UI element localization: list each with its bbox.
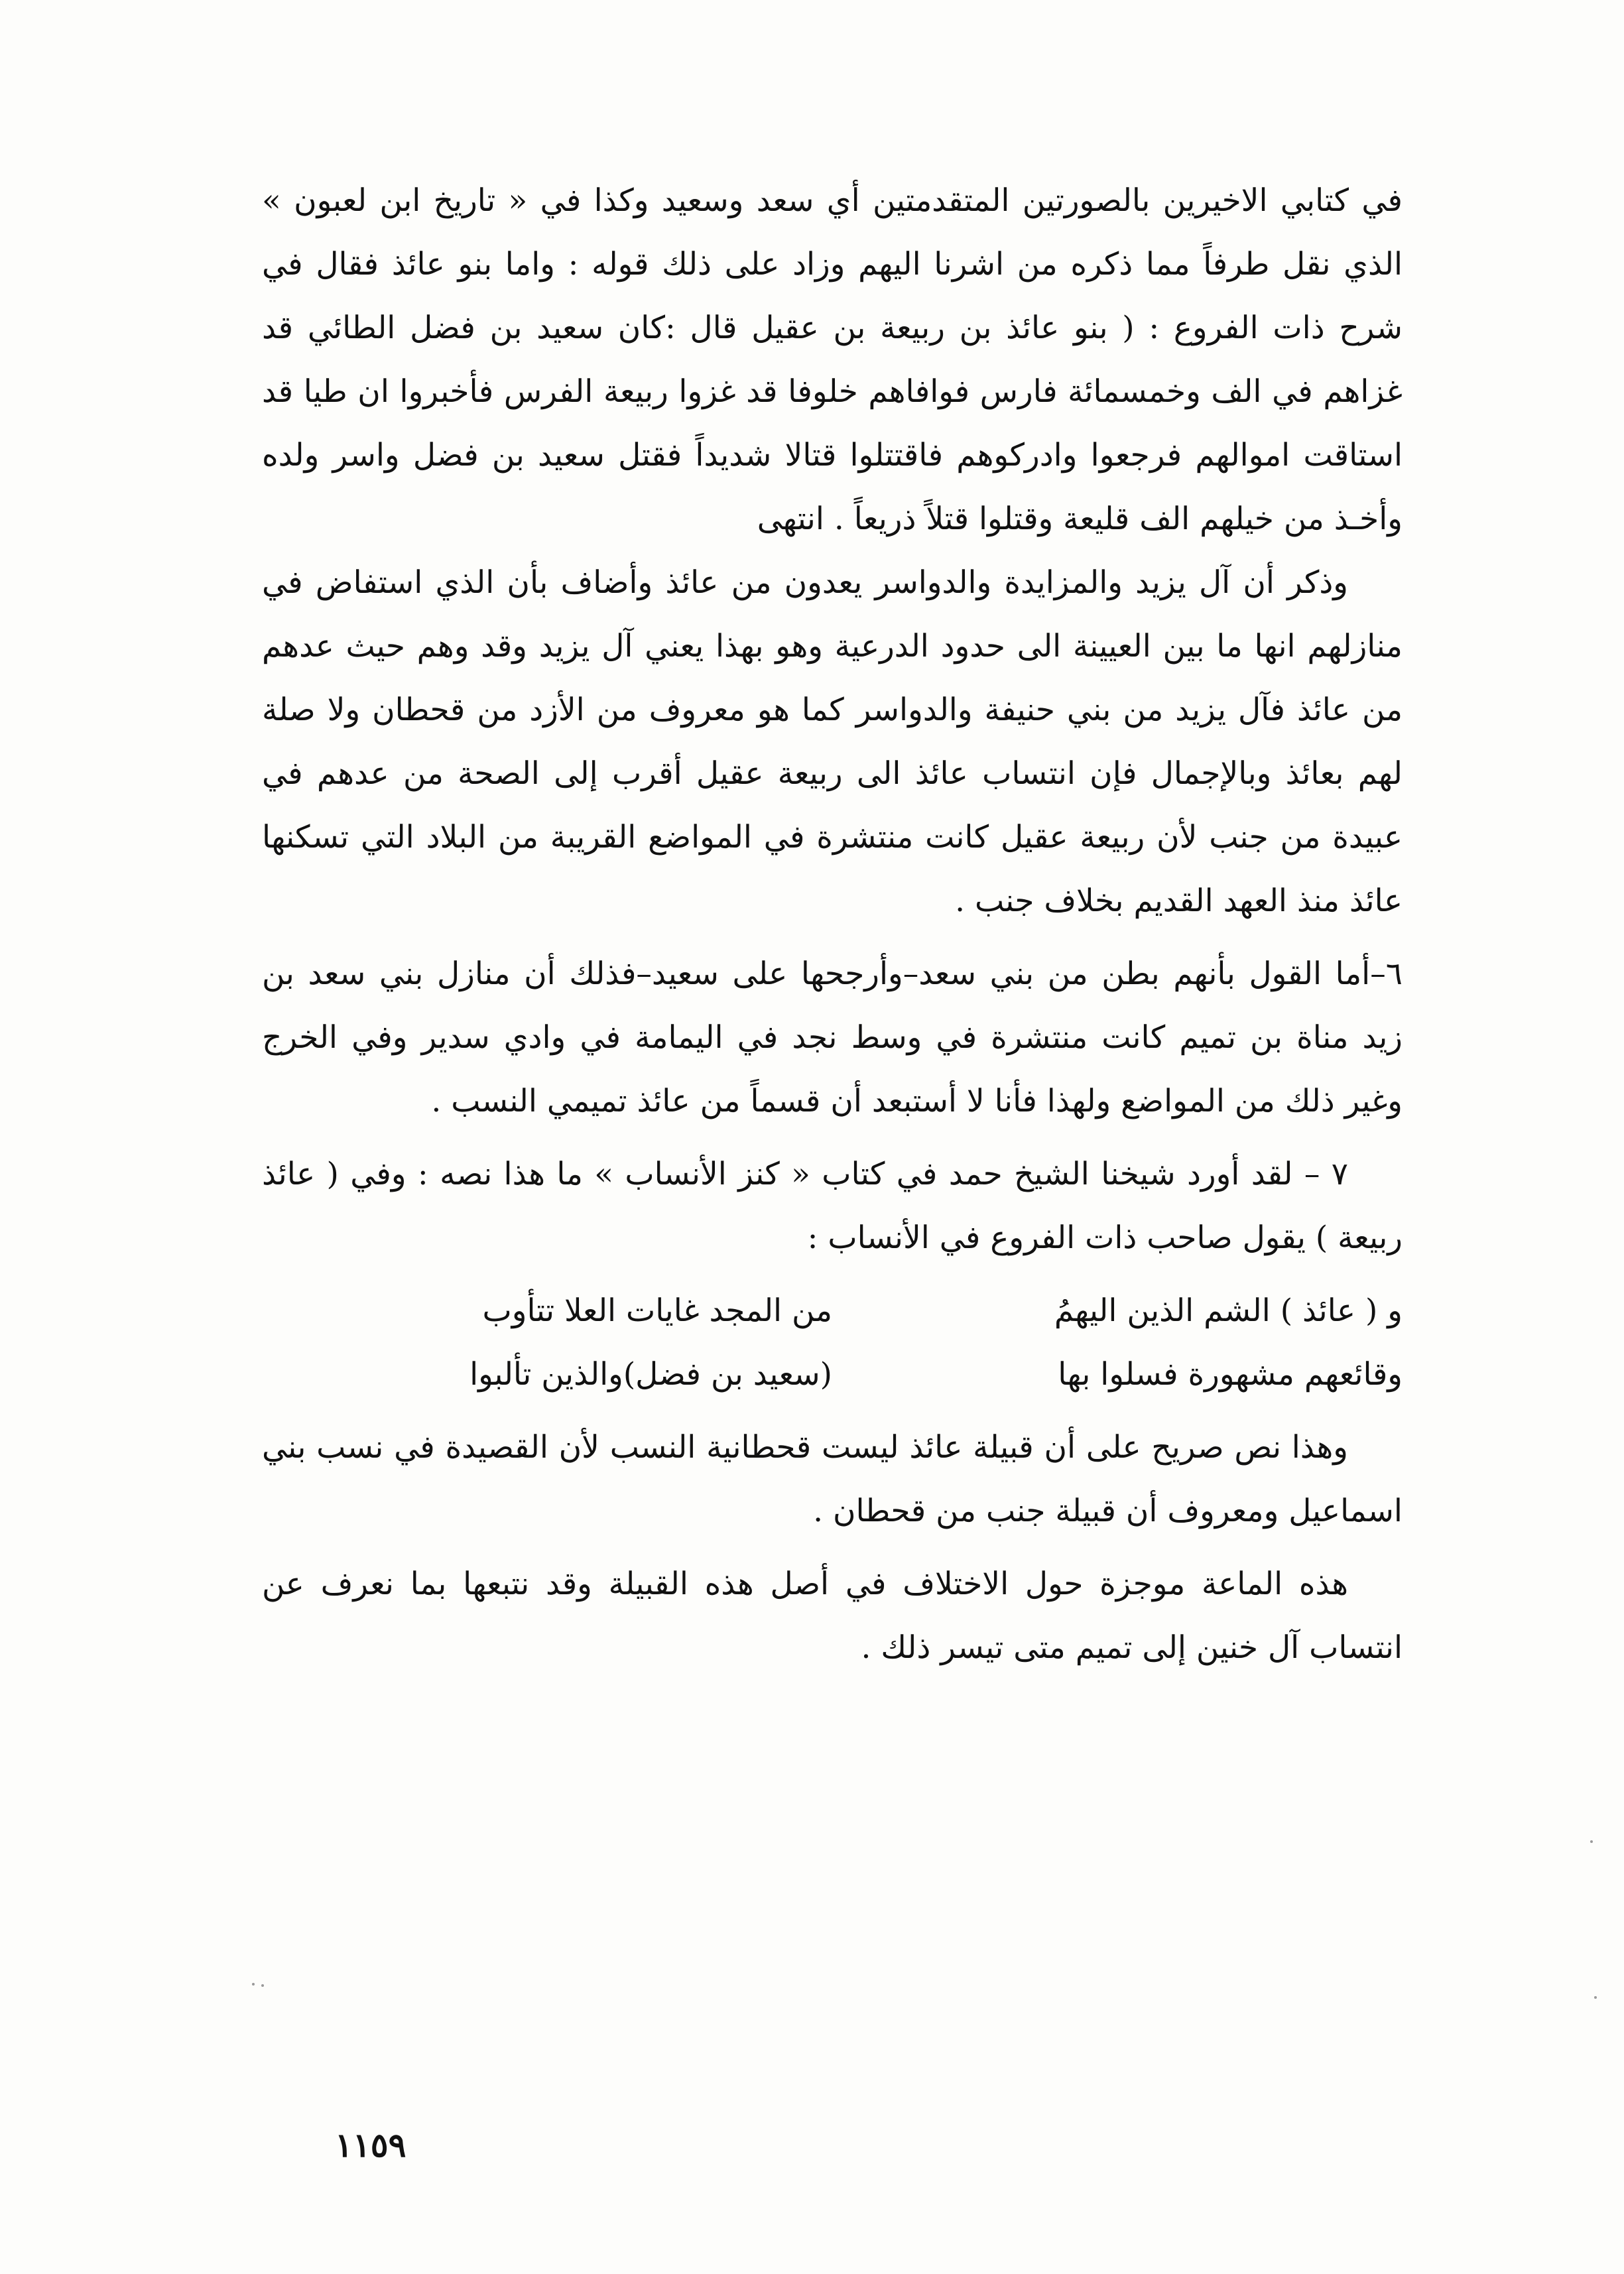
text-line: عائذ الى ربيعة عقيل أقرب إلى الصحة من عدهم في عبيدة من جنب لأن ربيعة [262,755,1403,855]
text-line: خيلهم الف قليعة وقتلوا قتلاً ذريعاً . انتهى [757,501,1274,537]
text-line: في كتابي الاخيرين بالصورتين المتقدمتين أي سعد وسعيد وكذا في « تاريخ [420,182,1403,219]
poem-verse [262,1279,1403,1343]
text-line: نعرف عن انتساب آل خنين إلى تميم متى تيسر ذلك . [262,1566,1403,1666]
text-line: وذكر أن آل يزيد والمزايدة والدواسر يعدون من عائذ وأضاف بأن [494,564,1349,601]
text-line: وادركوهم فاقتتلوا قتالا شديداً فقتل سعيد بن فضل واسر ولده وأخـذ من [262,437,1403,537]
poem-second-hemistich: (سعيد بن فضل)والذين تألبوا [469,1356,832,1393]
paragraph-4 [262,1143,1403,1270]
scan-speck [252,1983,255,1986]
text-line: قال :كان سعيد بن فضل الطائي قد غزاهم في الف وخمسمائة فارس فوافاهم [262,310,1403,410]
poem-first-hemistich: و ( عائذ ) الشم الذين اليهمُ [1054,1293,1403,1329]
poem [262,1279,1403,1407]
text-line: الذي استفاض في منازلهم انها ما بين العيينة الى حدود الدرعية وهو بهذا [262,564,1403,664]
text-line: سعد بن زيد مناة بن تميم كانت منتشرة في وسط نجد في اليمامة في وادي سدير وفي [262,956,1403,1056]
scan-speck [261,1984,264,1987]
text-line: عقيل كانت منتشرة في المواضع القريبة من البلاد التي تسكنها عائذ منذ العهد [262,819,1403,919]
paragraph-5 [262,1416,1403,1543]
text-line: وهذا نص صريح على أن قبيلة عائذ ليست قحطانية النسب لأن القصيدة [434,1429,1349,1466]
text-line: نصه : وفي ( عائذ ربيعة ) يقول صاحب ذات الفروع في الأنساب : [262,1156,1403,1256]
text-line: الخرج وغير ذلك من المواضع ولهذا فأنا لا أستبعد أن قسماً من عائذ [262,1019,1403,1119]
text-line: ابن لعبون » الذي نقل طرفاً مما ذكره من اشرنا اليهم وزاد على ذلك قوله : [262,182,1403,283]
paragraph-3 [262,942,1403,1133]
text-line: واما بنو عائذ فقال في شرح ذات الفروع : ( بنو عائذ بن ربيعة بن عقيل [262,246,1403,346]
text-line: القديم بخلاف جنب . [955,883,1214,919]
text-line: خلوفا قد غزوا ربيعة الفرس فأخبروا ان طيا قد استاقت اموالهم فرجعوا [262,373,1403,474]
text-line: ٦–أما القول بأنهم بطن من بني سعد–وأرجحها على سعيد–فذلك أن منازل بني [365,956,1403,992]
text-line: يعني آل يزيد وقد وهم حيث عدهم من عائذ فآل يزيد من بني حنيفة والدواسر كما [262,628,1403,728]
poem-verse [262,1343,1403,1407]
paragraph-2 [262,551,1403,933]
body-text [262,169,1403,1680]
paragraph-1 [262,169,1403,551]
poem-first-hemistich: وقائعهم مشهورة فسلوا بها [1058,1356,1403,1393]
page-number: ١١٥٩ [335,2125,406,2165]
text-line: ٧ – لقد أورد شيخنا الشيخ حمد في كتاب « كنز الأنساب » ما هذا [492,1156,1348,1192]
text-line: تميمي النسب . [431,1083,627,1119]
paragraph-6 [262,1552,1403,1680]
poem-second-hemistich: من المجد غايات العلا تتأوب [482,1293,832,1329]
text-line: في نسب بني اسماعيل ومعروف أن قبيلة جنب من قحطان . [262,1429,1403,1529]
text-line: هو معروف من الأزد من قحطان ولا صلة لهم بعائذ وبالإجمال فإن انتساب [262,692,1403,792]
scan-speck [1590,1840,1593,1843]
scan-speck [1594,1996,1597,1999]
text-line: هذه الماعة موجزة حول الاختلاف في أصل هذه القبيلة وقد نتبعها بما [394,1566,1348,1602]
